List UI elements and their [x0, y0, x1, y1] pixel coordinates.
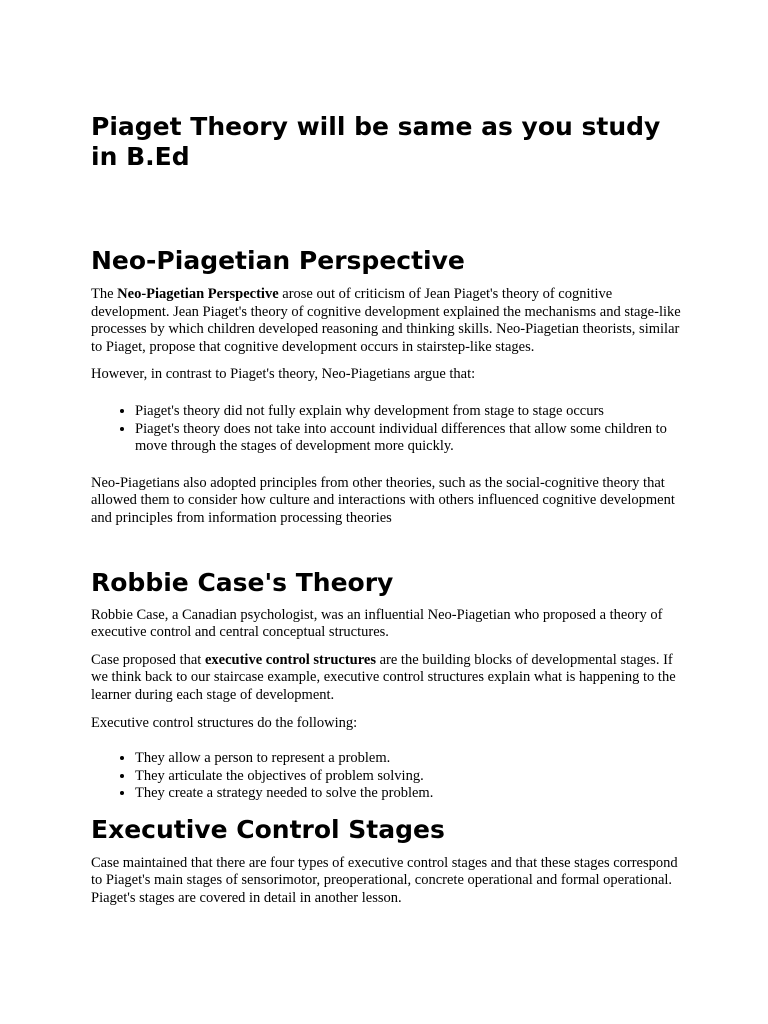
neo-bullet-list	[91, 403, 681, 456]
section-heading-executive-control-stages: Executive Control Stages	[91, 814, 445, 844]
document-title: Piaget Theory will be same as you study in B.Ed	[91, 112, 661, 171]
list-item: • They articulate the objectives of problem solving.	[135, 768, 681, 786]
case-paragraph-1: Robbie Case, a Canadian psychologist, was an influential Neo-Piagetian who proposed a theory of executive control and central conceptual structures.	[91, 606, 663, 641]
neo-p1-bold-term: Neo-Piagetian Perspective	[117, 286, 279, 302]
list-item: • Piaget's theory does not take into account individual differences that allow some children to move through the stages of development more quickly.	[135, 421, 681, 456]
case-paragraph-3: Executive control structures do the following:	[91, 714, 358, 731]
case-p2-bold-term: executive control structures	[204, 651, 376, 668]
neo-paragraph-2: However, in contrast to Piaget's theory, Neo-Piagetians argue that:	[91, 366, 476, 383]
section-heading-neo-piagetian: Neo-Piagetian Perspective	[91, 246, 465, 275]
case-p2-rest: are the building blocks of developmental stages. If we think back to our staircase example, executive control structures explain what is happening to the learner during each stage of development.	[91, 651, 676, 703]
case-p2-lead: Case proposed that	[91, 651, 205, 668]
case-paragraph-2	[91, 652, 681, 705]
neo-p1-lead: The	[91, 286, 118, 302]
list-item: • They create a strategy needed to solve the problem.	[135, 785, 681, 803]
list-item: • They allow a person to represent a problem.	[135, 750, 681, 768]
neo-p1-rest: arose out of criticism of Jean Piaget's theory of cognitive development. Jean Piaget's theory of cognitive development explained the mechanisms and stage-like processes by which children developed reasoning and thinking skills. Neo-Piagetian theorists, similar to Piaget, propose that cognitive development occurs in stairstep-like stages.	[91, 286, 681, 355]
case-bullet-list	[91, 750, 681, 803]
stages-paragraph-1: Case maintained that there are four types of executive control stages and that these stages correspond to Piaget's main stages of sensorimotor, preoperational, concrete operational and formal operational. Piaget's stages are covered in detail in another lesson.	[91, 854, 678, 907]
neo-paragraph-3: Neo-Piagetians also adopted principles from other theories, such as the social-cognitive theory that allowed them to consider how culture and interactions with others influenced cognitive development and principles from information processing theories	[91, 474, 675, 526]
section-heading-robbie-case: Robbie Case's Theory	[91, 567, 394, 597]
list-item: • Piaget's theory did not fully explain why development from stage to stage occurs	[135, 403, 681, 421]
neo-paragraph-1	[91, 286, 681, 356]
document-page	[91, 112, 681, 908]
